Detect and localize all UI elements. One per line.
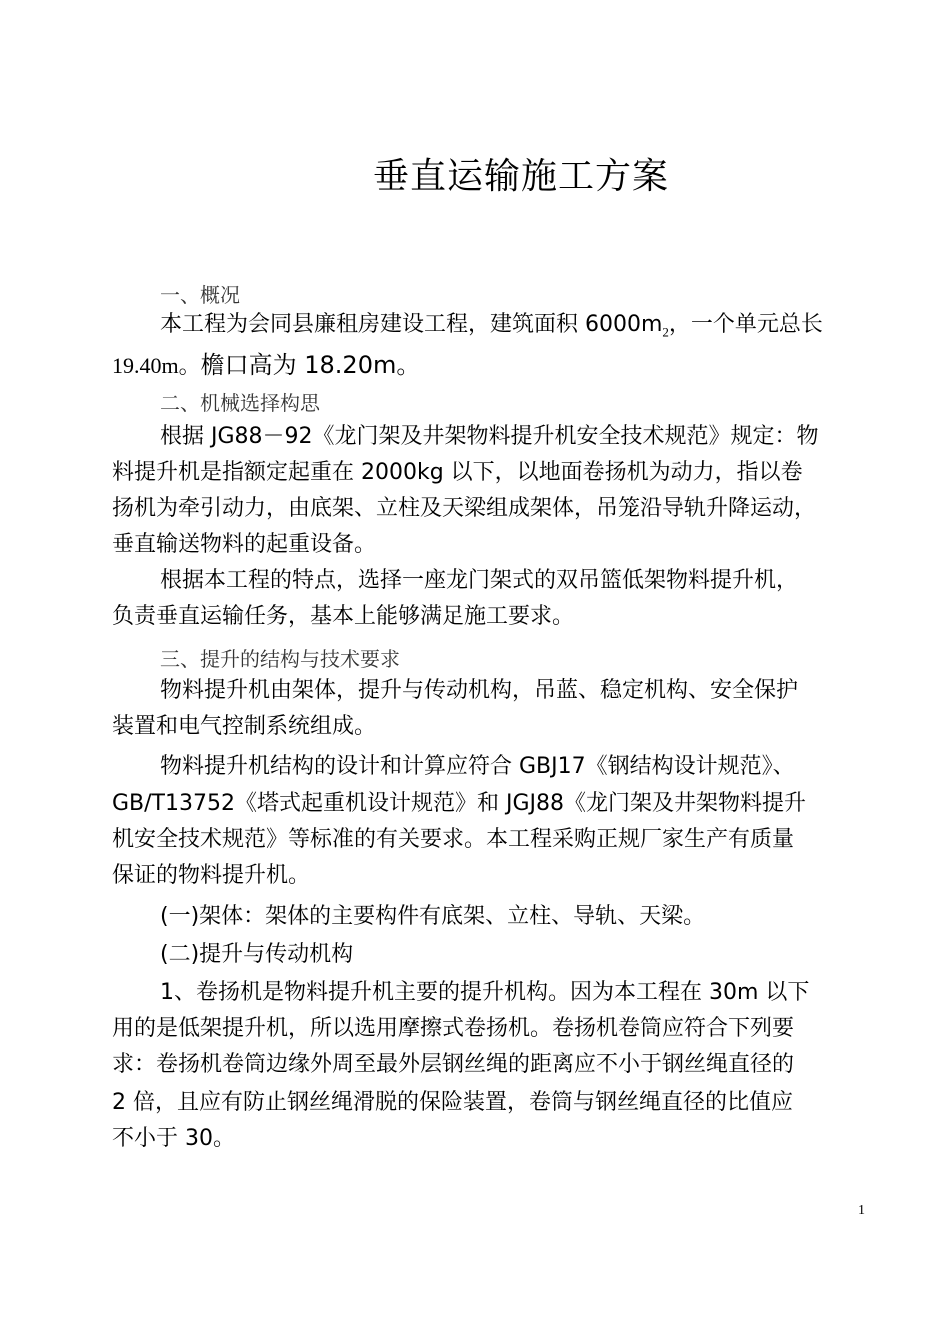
text-span: 檐口高为 18.20m。 [200,351,421,379]
paragraph-line [160,311,823,346]
paragraph-line: 保证的物料提升机。 [112,863,311,888]
paragraph-line: 根据本工程的特点，选择一座龙门架式的双吊篮低架物料提升机， [160,568,799,593]
page-number: 1 [858,1203,865,1218]
paragraph-line: 扬机为牵引动力，由底架、立柱及天梁组成架体，吊笼沿导轨升降运动， [112,496,817,521]
paragraph-line: 垂直输送物料的起重设备。 [112,532,377,557]
section-heading-overview: 一、概况 [160,283,240,307]
paragraph-line: 负责垂直运输任务，基本上能够满足施工要求。 [112,604,575,629]
paragraph-line: 物料提升机由架体，提升与传动机构，吊蓝、稳定机构、安全保护 [160,678,799,703]
paragraph-line: (一)架体：架体的主要构件有底架、立柱、导轨、天梁。 [160,904,706,929]
paragraph-line: (二)提升与传动机构 [160,942,354,967]
paragraph-line: GB/T13752《塔式起重机设计规范》和 JGJ88《龙门架及井架物料提升 [112,791,806,816]
paragraph-line: 物料提升机结构的设计和计算应符合 GBJ17《钢结构设计规范》、 [160,754,795,779]
paragraph-line: 机安全技术规范》等标准的有关要求。本工程采购正规厂家生产有质量 [112,827,795,852]
paragraph-line: 用的是低架提升机，所以选用摩擦式卷扬机。卷扬机卷筒应符合下列要 [112,1016,795,1041]
paragraph-line: 装置和电气控制系统组成。 [112,714,377,739]
paragraph-line: 不小于 30。 [112,1126,235,1151]
text-span: 19.40m。 [112,353,201,378]
paragraph-line: 求：卷扬机卷筒边缘外周至最外层钢丝绳的距离应不小于钢丝绳直径的 [112,1052,795,1077]
paragraph-line [112,351,420,381]
paragraph-line: 2 倍，且应有防止钢丝绳滑脱的保险装置，卷筒与钢丝绳直径的比值应 [112,1090,793,1115]
text-span: ，一个单元总长 [668,312,823,337]
section-heading-machinery: 二、机械选择构思 [160,391,320,415]
paragraph-line: 料提升机是指额定起重在 2000kg 以下，以地面卷扬机为动力，指以卷 [112,460,803,485]
subscript: 2 [662,324,669,340]
paragraph-line: 1、卷扬机是物料提升机主要的提升机构。因为本工程在 30m 以下 [160,980,810,1005]
page-title: 垂直运输施工方案 [372,156,669,197]
paragraph-line: 根据 JG88－92《龙门架及井架物料提升机安全技术规范》规定：物 [160,424,819,449]
text-span: 本工程为会同县廉租房建设工程，建筑面积 6000m [160,312,663,337]
section-heading-structure: 三、提升的结构与技术要求 [160,647,400,671]
